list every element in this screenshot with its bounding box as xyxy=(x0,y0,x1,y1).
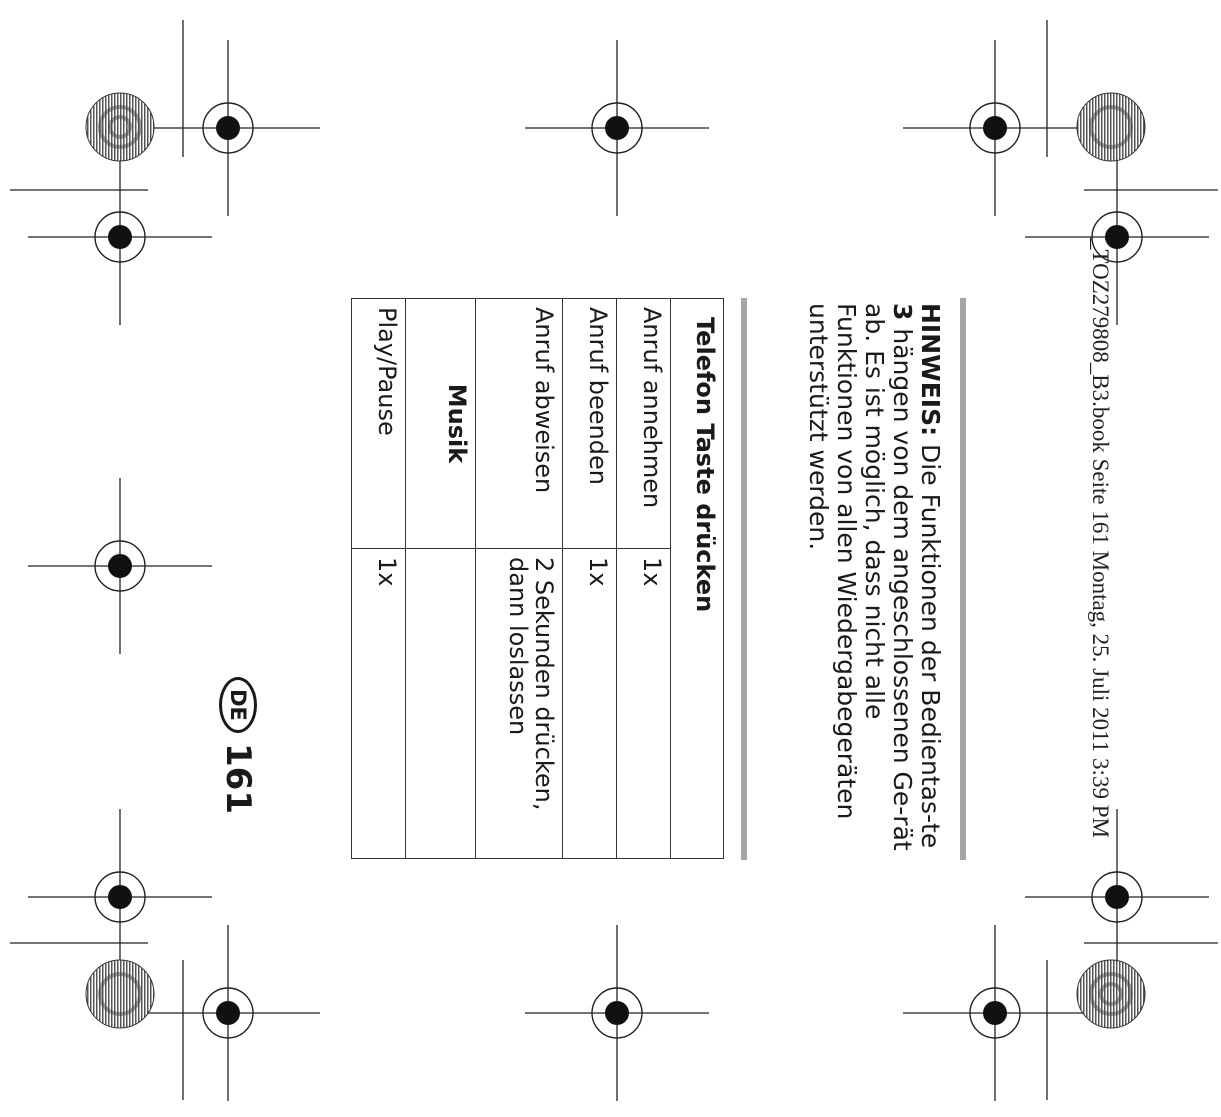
table-section-music: Musik xyxy=(406,299,476,549)
note-text-1: Die Funktionen der Bedientas-te xyxy=(916,436,945,849)
table-cell-action: Anruf abweisen xyxy=(476,299,563,549)
registration-crosshair xyxy=(1025,149,1209,325)
file-header: _TOZ279808_B3.book Seite 161 Montag, 25. Juli 2011 3:39 PM xyxy=(1088,238,1113,838)
registration-crosshair xyxy=(903,40,1087,216)
registration-crosshair xyxy=(1025,809,1209,985)
function-table xyxy=(351,298,724,859)
registration-crosshair xyxy=(525,925,709,1101)
registration-crosshair xyxy=(28,149,212,325)
color-rosette-bottom-right xyxy=(1077,960,1145,1028)
table-cell-press: 1x xyxy=(563,549,617,859)
registration-crosshair xyxy=(136,40,320,216)
page-number: 161 xyxy=(218,743,258,814)
language-badge-text: DE xyxy=(226,689,250,721)
footer xyxy=(218,677,258,814)
table-cell-action: Play/Pause xyxy=(352,299,406,549)
table-header-phone: Telefon Taste drücken xyxy=(671,299,724,859)
table-cell-press: 2 Sekunden drücken, dann loslassen xyxy=(476,549,563,859)
table-cell-action: Anruf beenden xyxy=(563,299,617,549)
table-cell-press: 1x xyxy=(352,549,406,859)
note-number: 3 xyxy=(888,303,917,321)
registration-crosshair xyxy=(28,809,212,985)
registration-crosshair xyxy=(28,478,212,654)
table-cell-press: 1x xyxy=(617,549,671,859)
color-rosette-bottom-left xyxy=(86,960,154,1028)
note-side-rule xyxy=(960,298,966,860)
registration-crosshair xyxy=(136,925,320,1101)
registration-crosshair xyxy=(903,925,1087,1101)
table-cell-empty xyxy=(406,549,476,859)
note-paragraph xyxy=(804,303,944,858)
function-table-wrapper xyxy=(351,298,724,859)
color-rosette-top-left xyxy=(86,93,154,161)
language-badge xyxy=(219,677,257,733)
registration-crosshair xyxy=(525,40,709,216)
color-rosette-top-right xyxy=(1077,93,1145,161)
table-cell-action: Anruf annehmen xyxy=(617,299,671,549)
note-text-2: hängen von dem angeschlossenen Ge-rät ab. Es ist möglich, dass nicht alle Funktionen von allen Wiedergabegeräten unterstützt werden. xyxy=(804,303,917,851)
note-label: HINWEIS: xyxy=(916,303,945,437)
table-side-rule xyxy=(741,298,747,860)
